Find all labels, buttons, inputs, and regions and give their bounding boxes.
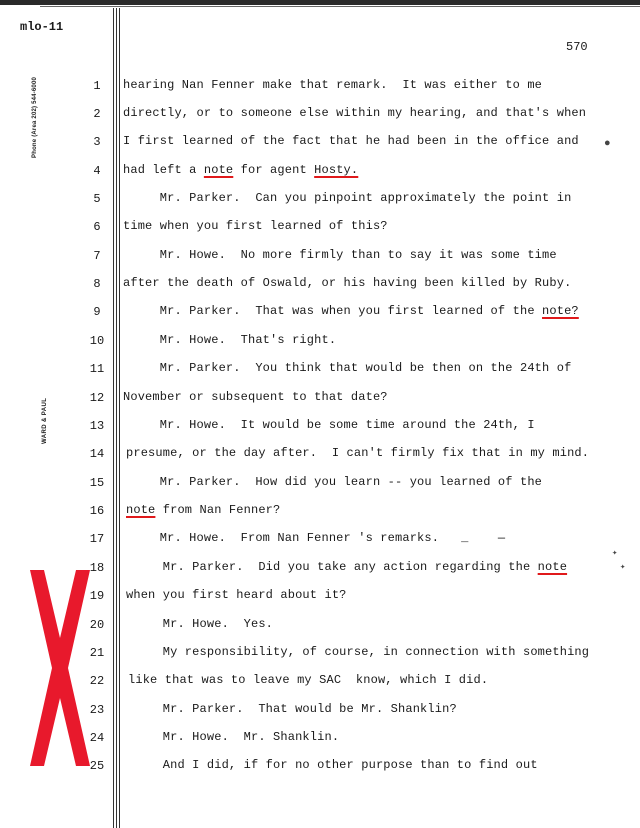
- line-text: Mr. Howe. From Nan Fenner 's remarks. _ —: [123, 531, 506, 545]
- line-text: Mr. Parker. Did you take any action regarding the: [126, 560, 538, 574]
- margin-phone-stamp: [32, 62, 44, 158]
- page-number: 570: [566, 40, 588, 54]
- line-number: 15: [89, 476, 105, 490]
- line-text: Mr. Howe. Yes.: [126, 617, 274, 631]
- line-number: 18: [89, 561, 105, 575]
- underlined-word: note: [203, 163, 234, 177]
- underlined-word: Hosty.: [314, 163, 359, 177]
- line-number: 25: [89, 759, 105, 773]
- margin-rule-left-1: [113, 8, 114, 828]
- transcript-line: [123, 418, 535, 432]
- line-text: Mr. Howe. It would be some time around the 24th, I: [123, 418, 535, 432]
- line-number: 9: [93, 305, 101, 319]
- scan-speck: ✦: [612, 548, 618, 558]
- line-text: My responsibility, of course, in connection with something: [126, 645, 590, 659]
- line-text: I first learned of the fact that he had been in the office and: [123, 134, 579, 148]
- line-text: after the death of Oswald, or his having been killed by Ruby.: [123, 276, 572, 290]
- underlined-word: note?: [542, 304, 579, 318]
- line-text: November or subsequent to that date?: [123, 390, 388, 404]
- transcript-line: [126, 730, 339, 744]
- transcript-line: [126, 702, 457, 716]
- line-text: when you first heard about it?: [126, 588, 347, 602]
- line-text: Mr. Howe. No more firmly than to say it was some time: [123, 248, 557, 262]
- underlined-word: note: [126, 503, 156, 517]
- transcript-line: [123, 191, 571, 205]
- line-number: 16: [89, 504, 105, 518]
- line-text: Mr. Parker. That would be Mr. Shanklin?: [126, 702, 457, 716]
- transcript-line: [126, 588, 347, 602]
- line-number: 12: [89, 391, 105, 405]
- transcript-line: [123, 361, 571, 375]
- transcript-line: [128, 673, 488, 687]
- line-text: Mr. Parker. Can you pinpoint approximately the point in: [123, 191, 572, 205]
- scan-speck: ✦: [620, 562, 626, 572]
- red-x-mark: [28, 568, 92, 768]
- transcript-line: [123, 390, 388, 404]
- transcript-line: [123, 134, 579, 148]
- line-number: 3: [93, 135, 101, 149]
- line-number: 7: [93, 249, 101, 263]
- transcript-line: [123, 78, 542, 92]
- line-text: for agent: [233, 163, 315, 177]
- transcript-line: [123, 276, 571, 290]
- page-reference-code: mlo-11: [20, 20, 64, 34]
- scan-speck: ●: [604, 138, 611, 150]
- transcript-line: [123, 106, 586, 120]
- line-text: hearing Nan Fenner make that remark. It was either to me: [123, 78, 543, 92]
- line-text: Mr. Howe. That's right.: [123, 333, 337, 347]
- line-text: presume, or the day after. I can't firmly fix that in my mind.: [126, 446, 590, 460]
- transcript-line: [123, 248, 557, 262]
- line-text: time when you first learned of this?: [123, 219, 388, 233]
- line-text: directly, or to someone else within my hearing, and that's when: [123, 106, 587, 120]
- line-text: Mr. Parker. How did you learn -- you learned of the: [123, 475, 543, 489]
- transcript-line: [123, 219, 388, 233]
- line-number: 20: [89, 618, 105, 632]
- underlined-word: note: [537, 560, 568, 574]
- margin-firm-text: WARD & PAUL: [42, 397, 48, 444]
- margin-phone-text: Phone (Area 202) 544-6000: [32, 76, 38, 158]
- line-number: 8: [93, 277, 101, 291]
- line-number: 24: [89, 731, 105, 745]
- line-number: 23: [89, 703, 105, 717]
- line-number: 22: [89, 674, 105, 688]
- transcript-line: [126, 758, 538, 772]
- transcript-line: [126, 645, 589, 659]
- transcript-line: [123, 531, 505, 545]
- line-text: like that was to leave my SAC know, which I did.: [128, 673, 489, 687]
- line-number: 21: [89, 646, 105, 660]
- margin-rule-left-3: [119, 8, 120, 828]
- line-number: 6: [93, 220, 101, 234]
- transcript-line: [123, 163, 358, 177]
- transcript-line: [123, 333, 336, 347]
- transcript-line: [123, 475, 542, 489]
- page-top-border: [0, 0, 640, 5]
- transcript-line: [123, 304, 579, 318]
- line-number: 10: [89, 334, 105, 348]
- line-number: 11: [89, 362, 105, 376]
- line-text: And I did, if for no other purpose than to find out: [126, 758, 538, 772]
- line-text: Mr. Howe. Mr. Shanklin.: [126, 730, 340, 744]
- margin-firm-stamp: [42, 384, 52, 444]
- line-text: from Nan Fenner?: [155, 503, 281, 517]
- line-number: 4: [93, 164, 101, 178]
- transcript-line: [126, 617, 273, 631]
- line-text: Mr. Parker. You think that would be then on the 24th of: [123, 361, 572, 375]
- line-number: 19: [89, 589, 105, 603]
- page-top-rule: [40, 6, 640, 7]
- transcript-line: [126, 503, 280, 517]
- line-number: 14: [89, 447, 105, 461]
- line-number: 1: [93, 79, 101, 93]
- transcript-line: [126, 560, 567, 574]
- line-text: had left a: [123, 163, 204, 177]
- red-x-shape: [30, 570, 90, 766]
- line-text: Mr. Parker. That was when you first learned of the: [123, 304, 543, 318]
- line-number: 17: [89, 532, 105, 546]
- line-number: 2: [93, 107, 101, 121]
- transcript-line: [126, 446, 589, 460]
- line-number: 13: [89, 419, 105, 433]
- line-number: 5: [93, 192, 101, 206]
- margin-rule-left-2: [116, 8, 117, 828]
